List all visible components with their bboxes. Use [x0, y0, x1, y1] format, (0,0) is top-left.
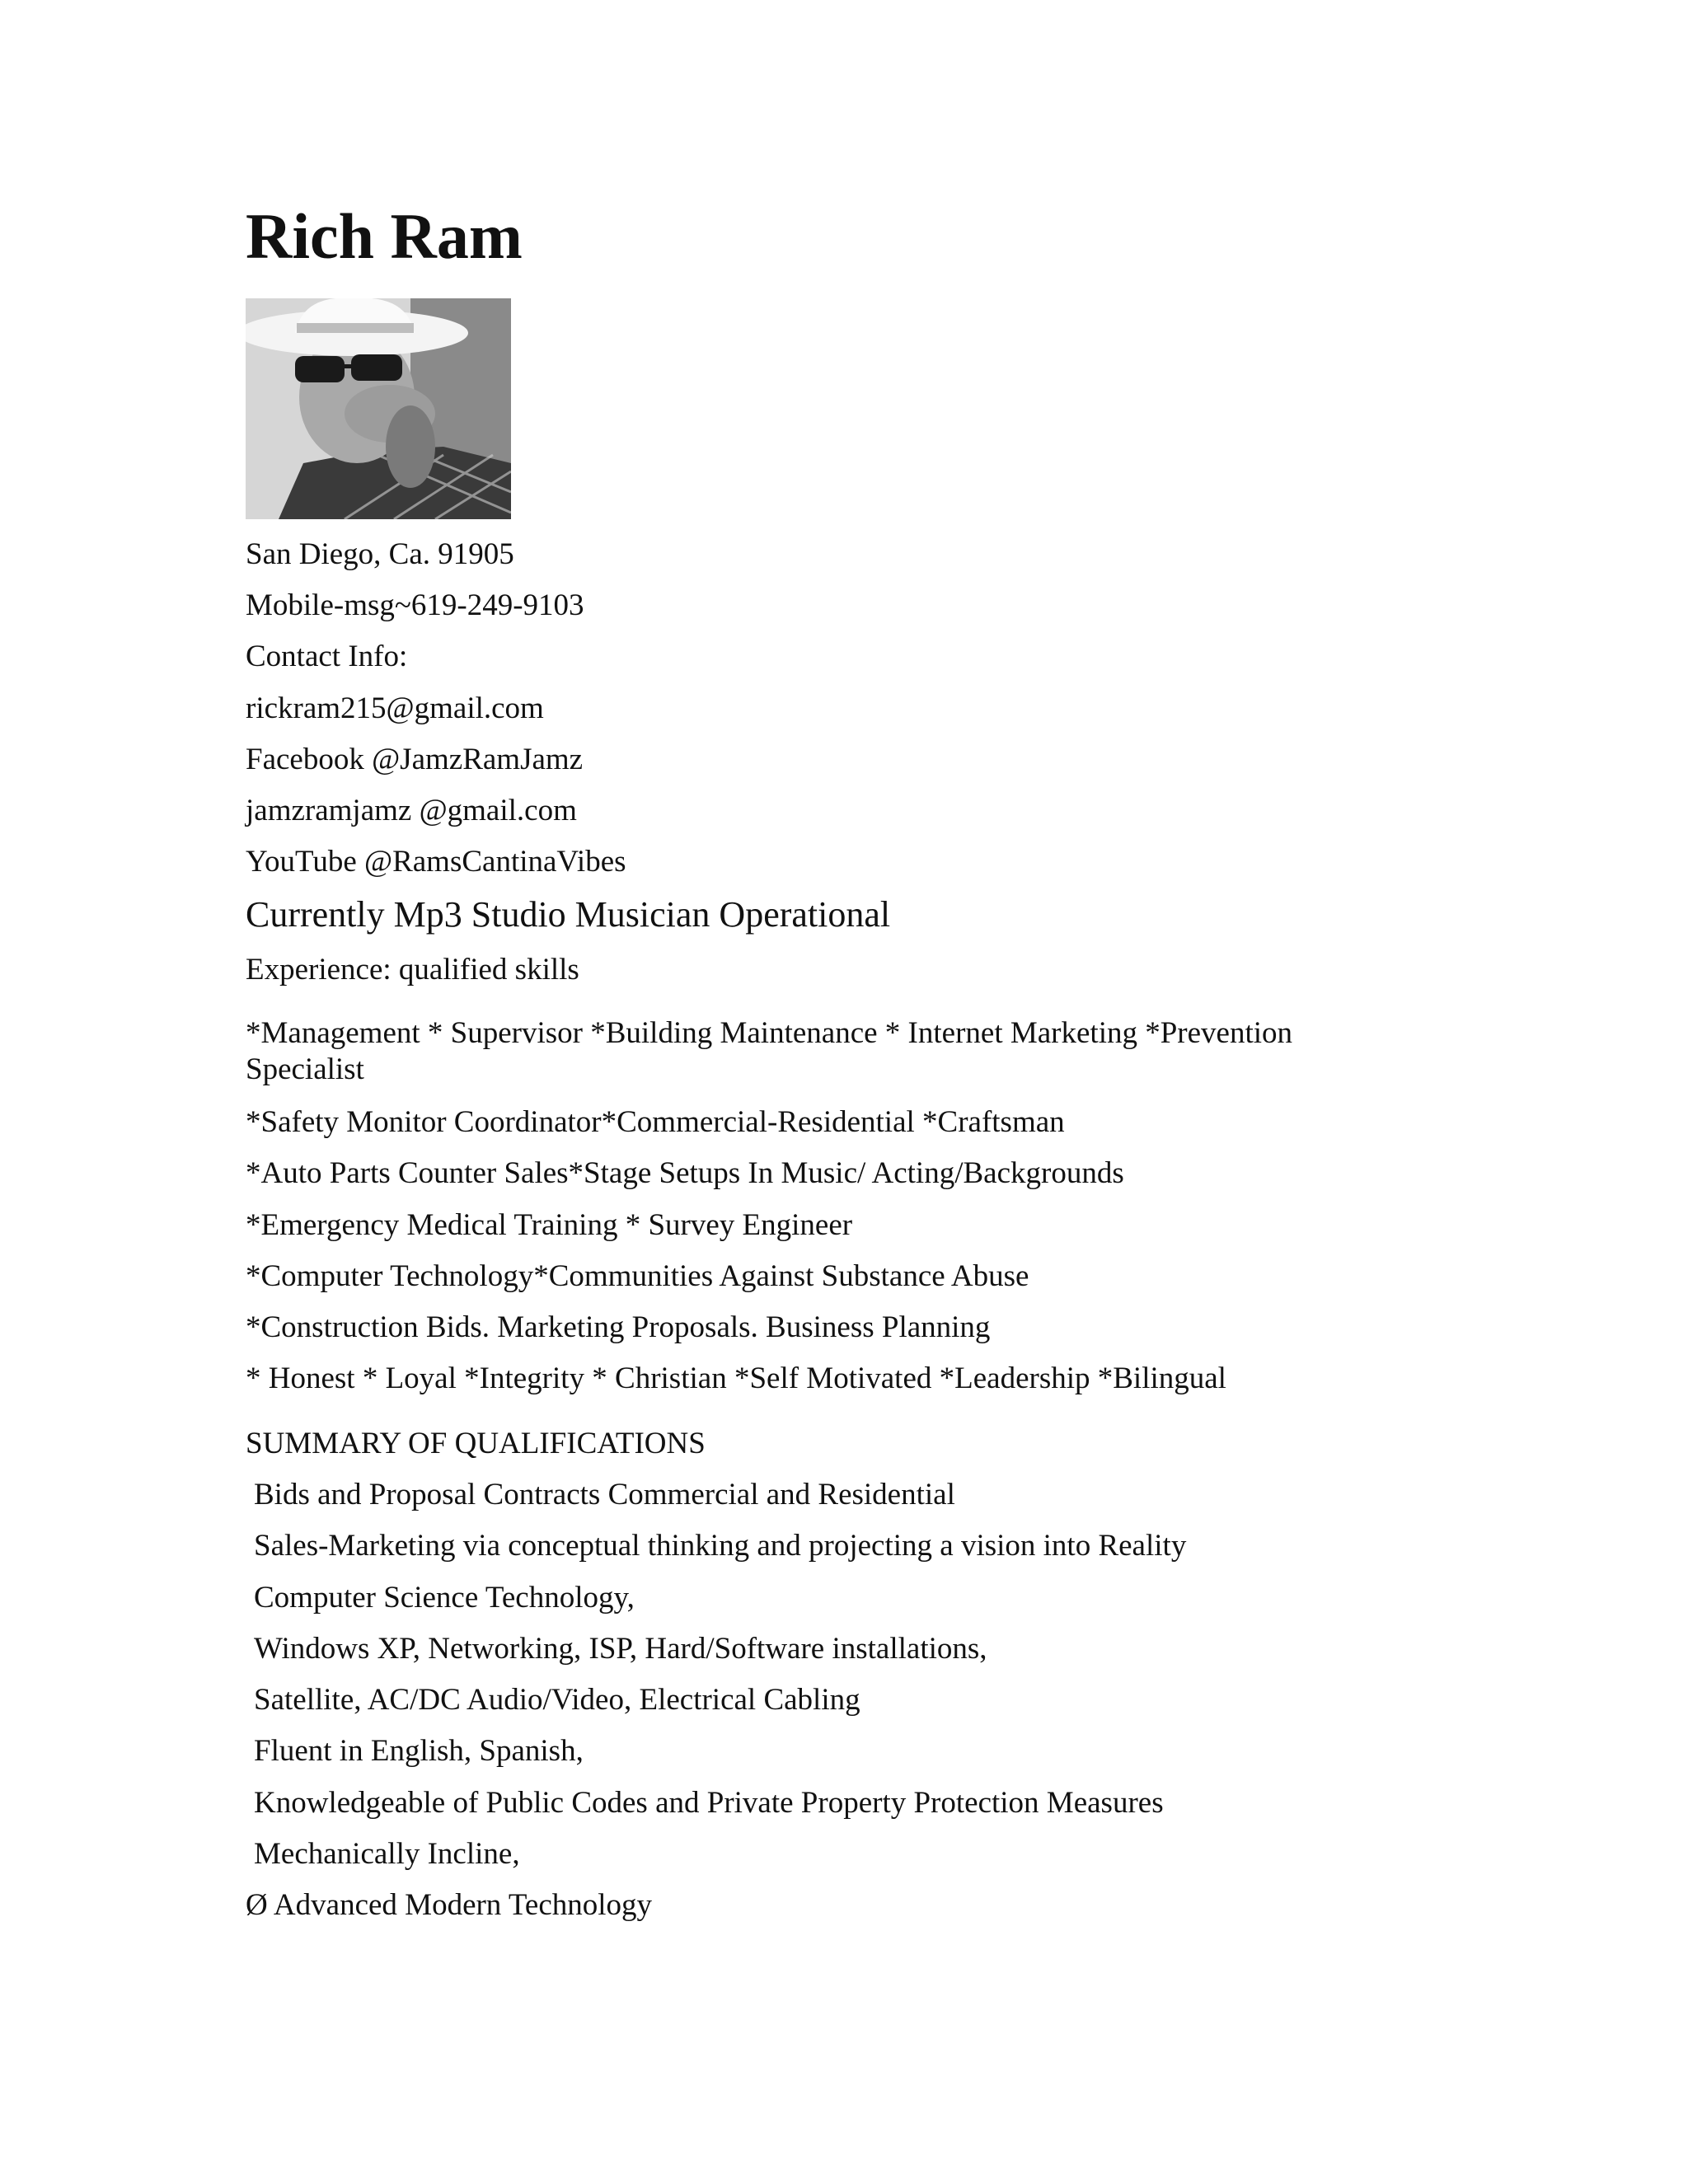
status-line: Currently Mp3 Studio Musician Operational: [246, 894, 891, 935]
profile-photo: [246, 298, 511, 519]
summary-item: Knowledgeable of Public Codes and Private Property Protection Measures: [254, 1786, 1164, 1820]
email2-link[interactable]: jamzramjamz @gmail.com: [246, 794, 577, 827]
facebook-link[interactable]: Facebook @JamzRamJamz: [246, 743, 584, 776]
email-link[interactable]: rickram215@gmail.com: [246, 691, 544, 725]
experience-heading: Experience: qualified skills: [246, 953, 579, 987]
location-line: San Diego, Ca. 91905: [246, 537, 514, 571]
experience-line: *Emergency Medical Training * Survey Engineer: [246, 1208, 853, 1242]
experience-line: *Management * Supervisor *Building Maintenance * Internet Marketing *Prevention Specialist: [246, 1016, 1293, 1087]
experience-line: * Honest * Loyal *Integrity * Christian *Self Motivated *Leadership *Bilingual: [246, 1361, 1226, 1395]
portrait-illustration: [246, 298, 511, 519]
summary-item: Sales-Marketing via conceptual thinking and projecting a vision into Reality: [254, 1529, 1187, 1563]
summary-item: Windows XP, Networking, ISP, Hard/Software installations,: [254, 1632, 987, 1666]
experience-line: *Auto Parts Counter Sales*Stage Setups In Music/ Acting/Backgrounds: [246, 1156, 1124, 1190]
experience-line: *Computer Technology*Communities Against Substance Abuse: [246, 1259, 1029, 1293]
summary-item: Mechanically Incline,: [254, 1837, 520, 1871]
mobile-line: Mobile-msg~619-249-9103: [246, 588, 584, 622]
contact-heading: Contact Info:: [246, 640, 408, 673]
summary-item: Bids and Proposal Contracts Commercial and Residential: [254, 1478, 955, 1511]
youtube-link[interactable]: YouTube @RamsCantinaVibes: [246, 845, 626, 879]
summary-item: Computer Science Technology,: [254, 1581, 635, 1615]
summary-heading: SUMMARY OF QUALIFICATIONS: [246, 1427, 706, 1460]
resume-name: Rich Ram: [246, 200, 523, 272]
summary-item: Fluent in English, Spanish,: [254, 1734, 584, 1768]
experience-line: *Safety Monitor Coordinator*Commercial-Residential *Craftsman: [246, 1105, 1065, 1139]
summary-item: Satellite, AC/DC Audio/Video, Electrical Cabling: [254, 1683, 860, 1717]
experience-line: *Construction Bids. Marketing Proposals. Business Planning: [246, 1310, 991, 1344]
summary-item: Ø Advanced Modern Technology: [246, 1888, 653, 1922]
